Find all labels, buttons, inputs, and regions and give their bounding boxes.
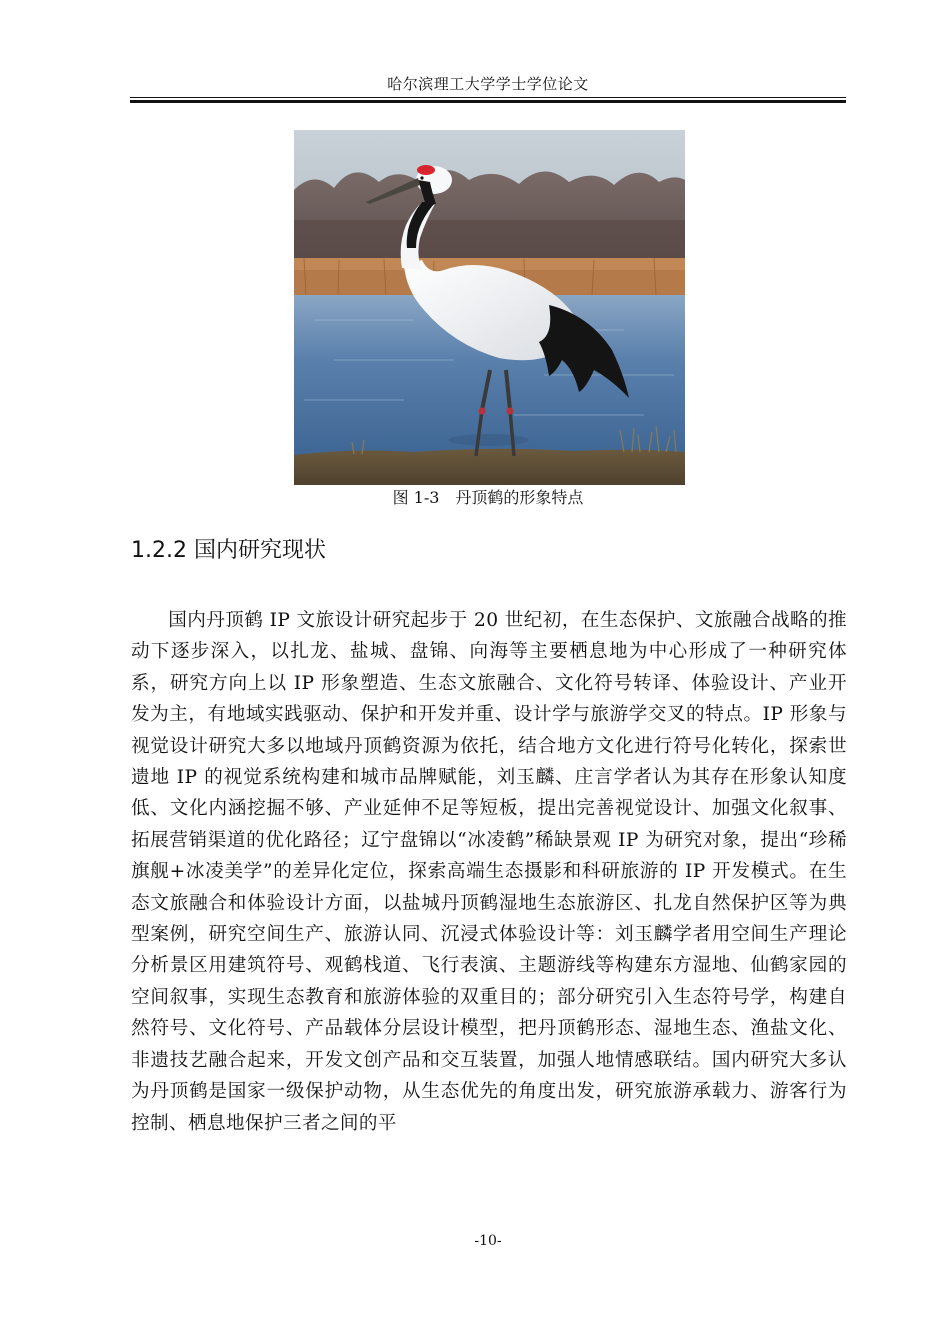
body-paragraph: 国内丹顶鹤 IP 文旅设计研究起步于 20 世纪初，在生态保护、文旅融合战略的推动下逐步深入，以扎龙、盐城、盘锦、向海等主要栖息地为中心形成了一种研究体系，研究方向上以 IP 形象塑造、生态文旅融合、文化符号转译、体验设计、产业开发为主，有地域实践驱动、保护和开发并重、设计学与旅游学交叉的特点。IP 形象与视觉设计研究大多以地域丹顶鹤资源为依托，结合地方文化进行符号化转化，探索世遗地 IP 的视觉系统构建和城市品牌赋能，刘玉麟、庄言学者认为其存在形象认知度低、文化内涵挖掘不够、产业延伸不足等短板，提出完善视觉设计、加强文化叙事、拓展营销渠道的优化路径；辽宁盘锦以“冰凌鹤”稀缺景观 IP 为研究对象，提出“珍稀旗舰+冰凌美学”的差异化定位，探索高端生态摄影和科研旅游的 IP 开发模式。在生态文旅融合和体验设计方面，以盐城丹顶鹤湿地生态旅游区、扎龙自然保护区等为典型案例，研究空间生产、旅游认同、沉浸式体验设计等：刘玉麟学者用空间生产理论分析景区用建筑符号、观鹤栈道、飞行表演、主题游线等构建东方湿地、仙鹤家园的空间叙事，实现生态教育和旅游体验的双重目的；部分研究引入生态符号学，构建自然符号、文化符号、产品载体分层设计模型，把丹顶鹤形态、湿地生态、渔盐文化、非遗技艺融合起来，开发文创产品和交互装置，加强人地情感联结。国内研究大多认为丹顶鹤是国家一级保护动物，从生态优先的角度出发，研究旅游承载力、游客行为控制、栖息地保护三者之间的平 (131, 610, 847, 1134)
running-header: 哈尔滨理工大学学士学位论文 (387, 75, 589, 93)
page-number: -10- (474, 1233, 502, 1249)
crane-photo (294, 130, 685, 485)
header-rule-thick (130, 100, 846, 103)
header-rule-thin (130, 97, 846, 98)
figure-caption: 图 1-3 丹顶鹤的形象特点 (392, 488, 584, 507)
section-heading: 1.2.2 国内研究现状 (131, 538, 326, 563)
